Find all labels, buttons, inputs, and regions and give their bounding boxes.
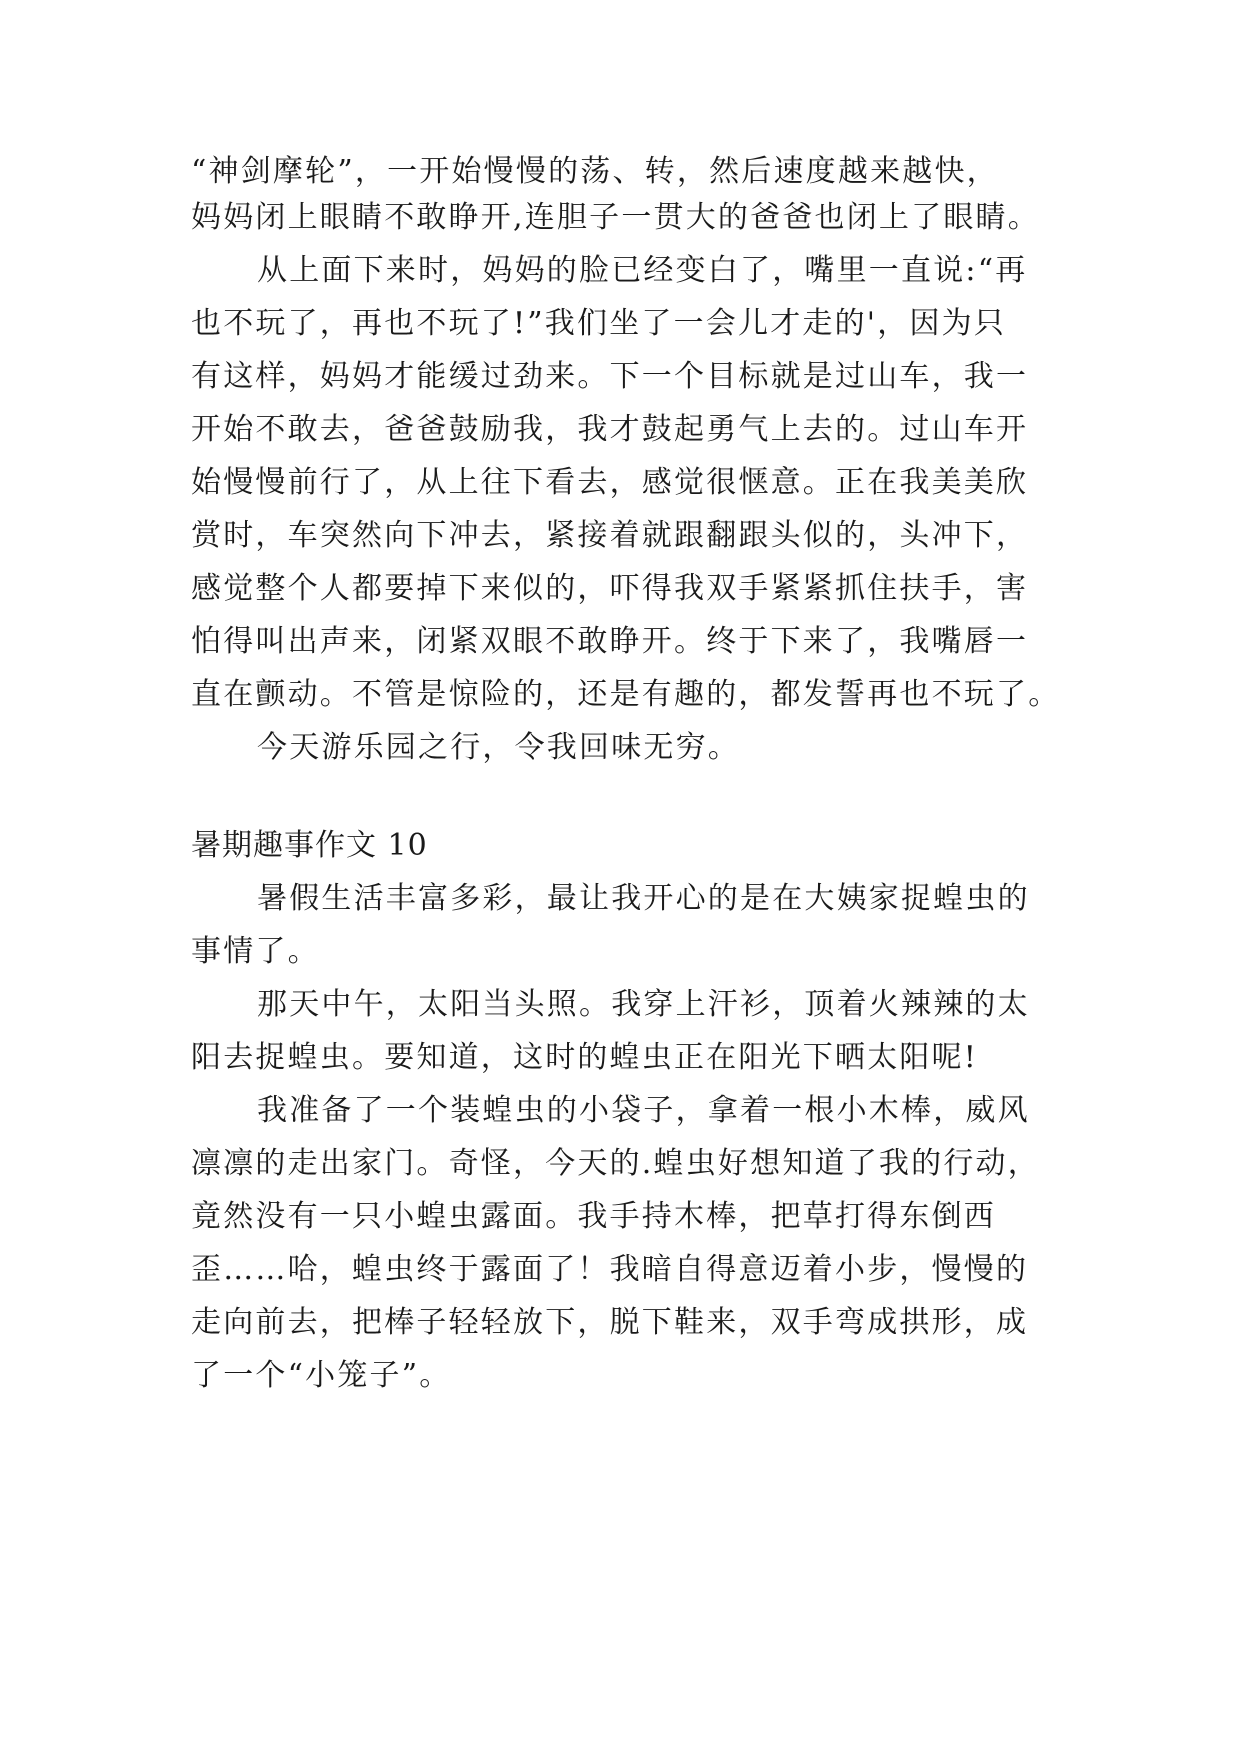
- text-line: 也不玩了，再也不玩了!”我们坐了一会儿才走的'，因为只: [191, 306, 1007, 341]
- text-line: 有这样，妈妈才能缓过劲来。下一个目标就是过山车，我一: [191, 359, 1029, 394]
- text-line: 歪……哈，蝗虫终于露面了！我暗自得意迈着小步，慢慢的: [191, 1252, 1029, 1287]
- text-line: 了一个“小笼子”。: [191, 1358, 452, 1393]
- text-line: 竟然没有一只小蝗虫露面。我手持木棒，把草打得东倒西: [191, 1199, 996, 1234]
- text-line: 阳去捉蝗虫。要知道，这时的蝗虫正在阳光下晒太阳呢!: [191, 1040, 979, 1075]
- text-line: “神剑摩轮”，一开始慢慢的荡、转，然后速度越来越快，: [191, 154, 999, 189]
- text-line: 事情了。: [191, 934, 320, 969]
- text-line: 今天游乐园之行，令我回味无穷。: [257, 730, 740, 765]
- text-line: 开始不敢去，爸爸鼓励我，我才鼓起勇气上去的。过山车开: [191, 412, 1029, 447]
- section-title: 暑期趣事作文 10: [191, 828, 428, 863]
- text-line: 暑假生活丰富多彩，最让我开心的是在大姨家捉蝗虫的: [257, 881, 1030, 916]
- text-line: 凛凛的走出家门。奇怪，今天的.蝗虫好想知道了我的行动，: [191, 1146, 1040, 1181]
- text-line: 妈妈闭上眼睛不敢睁开,连胆子一贯大的爸爸也闭上了眼睛。: [191, 200, 1040, 235]
- text-line: 我准备了一个装蝗虫的小袋子，拿着一根小木棒，威风: [257, 1093, 1030, 1128]
- text-line: 感觉整个人都要掉下来似的，吓得我双手紧紧抓住扶手，害: [191, 571, 1029, 606]
- text-line: 直在颤动。不管是惊险的，还是有趣的，都发誓再也不玩了。: [191, 677, 1061, 712]
- text-line: 从上面下来时，妈妈的脸已经变白了，嘴里一直说:“再: [257, 253, 1028, 288]
- text-line: 怕得叫出声来，闭紧双眼不敢睁开。终于下来了，我嘴唇一: [191, 624, 1029, 659]
- text-line: 那天中午，太阳当头照。我穿上汗衫，顶着火辣辣的太: [257, 987, 1030, 1022]
- text-line: 始慢慢前行了，从上往下看去，感觉很惬意。正在我美美欣: [191, 465, 1029, 500]
- text-line: 走向前去，把棒子轻轻放下，脱下鞋来，双手弯成拱形，成: [191, 1305, 1029, 1340]
- text-line: 赏时，车突然向下冲去，紧接着就跟翻跟头似的，头冲下，: [191, 518, 1029, 553]
